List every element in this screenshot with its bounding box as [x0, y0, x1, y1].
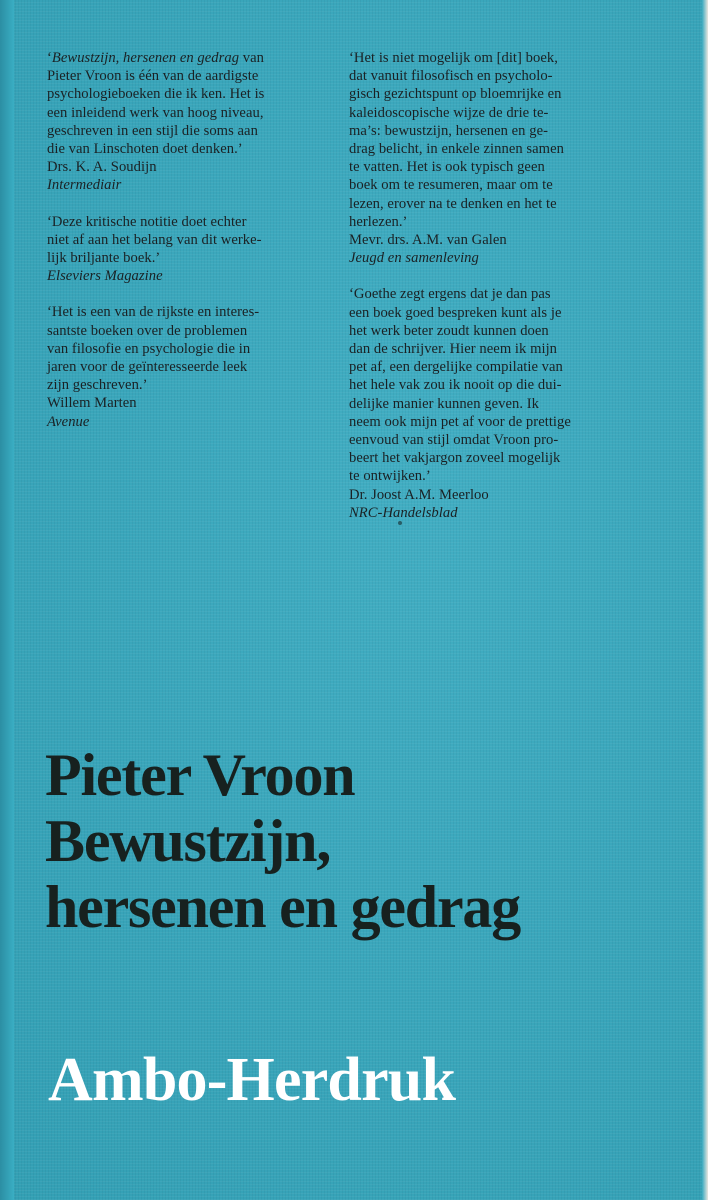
quote-line: [47, 49, 332, 67]
quote-line: neem ook mijn pet af voor de prettige: [349, 413, 571, 430]
quote-line: ‘Het is een van de rijkste en interes-: [47, 304, 260, 321]
quote-line: te vatten. Het is ook typisch geen: [349, 159, 545, 176]
book-title-block: [45, 742, 520, 940]
quote-line: lijk briljante boek.’: [47, 250, 161, 267]
quote-line: gisch gezichtspunt op bloemrijke en: [349, 86, 562, 103]
quote-line: delijke manier kunnen geven. Ik: [349, 395, 539, 412]
quote-line: kaleidoscopische wijze de drie te-: [349, 104, 549, 121]
quote-line: die van Linschoten doet denken.’: [47, 141, 243, 158]
review-quote-meerloo: [349, 285, 641, 522]
publication-name: NRC-Handelsblad: [349, 504, 458, 521]
quote-title-italic: [47, 50, 264, 66]
quote-line: boek om te resumeren, maar om te: [349, 177, 553, 194]
quote-line: pet af, een dergelijke compilatie van: [349, 359, 563, 376]
reviewer-name: Dr. Joost A.M. Meerloo: [349, 486, 489, 503]
quote-line: van filosofie en psychologie die in: [47, 340, 251, 357]
quote-line: lezen, erover na te denken en het te: [349, 195, 557, 212]
quote-line: dat vanuit filosofisch en psycholo-: [349, 68, 553, 85]
review-quote-elsevier: [47, 213, 332, 286]
quote-line: ‘Goethe zegt ergens dat je dan pas: [349, 286, 551, 303]
publisher-imprint: Ambo-Herdruk: [48, 1046, 456, 1114]
quote-line: een boek goed bespreken kunt als je: [349, 304, 562, 321]
reviewer-name: Mevr. drs. A.M. van Galen: [349, 232, 507, 249]
quote-line: zijn geschreven.’: [47, 377, 148, 394]
publication-name: Avenue: [47, 413, 90, 430]
book-title-italic: Bewustzijn, hersenen en gedrag: [51, 50, 240, 66]
review-quote-marten: [47, 303, 332, 430]
quote-line: Pieter Vroon is één van de aardigste: [47, 68, 259, 85]
quote-line: het werk beter zoudt kunnen doen: [349, 322, 549, 339]
quote-line: ma’s: bewustzijn, hersenen en ge-: [349, 122, 549, 139]
quote-line: psychologieboeken die ik ken. Het is: [47, 86, 265, 103]
author-name: Pieter Vroon: [45, 742, 355, 808]
quote-line: niet af aan het belang van dit werke-: [47, 231, 262, 248]
publication-name: Jeugd en samenleving: [349, 250, 479, 267]
opening-quote-mark: ‘: [47, 50, 52, 66]
quote-line: dan de schrijver. Hier neem ik mijn: [349, 341, 558, 358]
review-quote-soudijn: [47, 49, 332, 195]
book-title-line-2: hersenen en gedrag: [45, 874, 521, 940]
book-title-line-1: Bewustzijn,: [45, 808, 331, 874]
quote-text: van: [239, 50, 264, 66]
left-quote-column: [47, 49, 332, 449]
publication-name: Elseviers Magazine: [47, 268, 163, 285]
print-speck: [398, 521, 402, 525]
quote-line: drag belicht, in enkele zinnen samen: [349, 141, 564, 158]
quote-line: ‘Het is niet mogelijk om [dit] boek,: [349, 50, 558, 66]
right-quote-column: [349, 49, 641, 540]
quote-line: ‘Deze kritische notitie doet echter: [47, 213, 247, 230]
quote-line: te ontwijken.’: [349, 468, 431, 485]
review-quote-van-galen: [349, 49, 641, 267]
reviewer-name: Drs. K. A. Soudijn: [47, 159, 157, 176]
quote-line: het hele vak zou ik nooit op die dui-: [349, 377, 562, 394]
quote-line: beert het vakjargon zoveel mogelijk: [349, 450, 561, 467]
quote-line: jaren voor de geïnteresseerde leek: [47, 359, 248, 376]
publication-name: Intermediair: [47, 177, 122, 194]
quote-line: geschreven in een stijl die soms aan: [47, 122, 258, 139]
quote-line: herlezen.’: [349, 213, 408, 230]
quote-line: santste boeken over de problemen: [47, 322, 248, 339]
reviewer-name: Willem Marten: [47, 395, 137, 412]
quote-line: eenvoud van stijl omdat Vroon pro-: [349, 432, 559, 449]
quote-line: een inleidend werk van hoog niveau,: [47, 104, 264, 121]
